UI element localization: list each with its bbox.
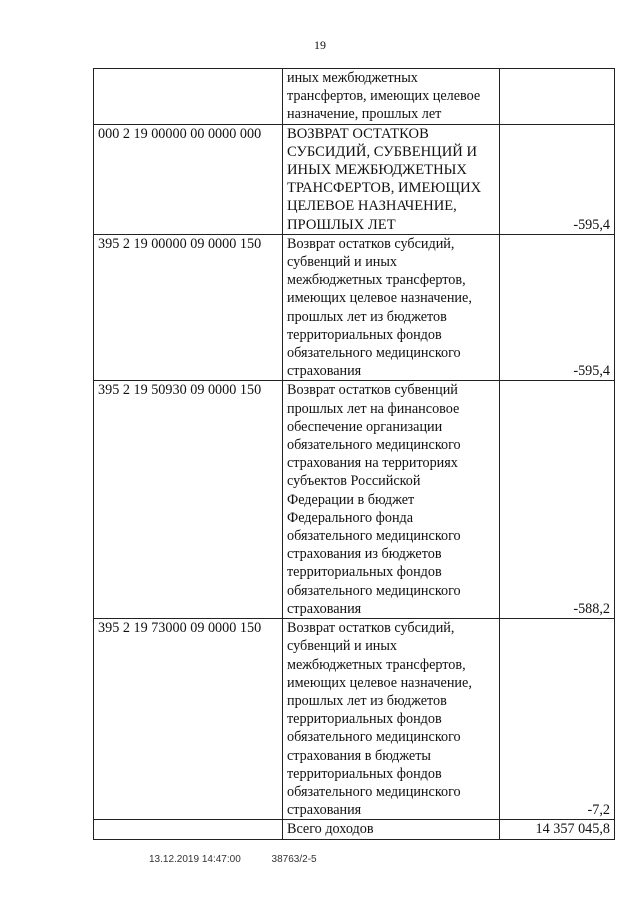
total-label-cell: Всего доходов — [282, 820, 499, 839]
document-footer — [149, 854, 345, 865]
document-id: 38763/2-5 — [271, 854, 317, 865]
total-row — [94, 820, 615, 839]
amount-cell: -7,2 — [499, 619, 614, 820]
table-row — [94, 619, 615, 820]
print-timestamp: 13.12.2019 14:47:00 — [149, 854, 241, 865]
total-amount-cell: 14 357 045,8 — [499, 820, 614, 839]
budget-code-cell: 395 2 19 73000 09 0000 150 — [94, 619, 283, 820]
amount-cell: -595,4 — [499, 124, 614, 234]
table-row — [94, 69, 615, 125]
table-row — [94, 381, 615, 619]
amount-cell: -588,2 — [499, 381, 614, 619]
budget-code-cell: 000 2 19 00000 00 0000 000 — [94, 124, 283, 234]
amount-cell: -595,4 — [499, 234, 614, 381]
budget-revenue-table — [93, 68, 615, 840]
revenue-name-cell: Возврат остатков субсидий, субвенций и иных межбюджетных трансфертов, имеющих целевое назначение, прошлых лет из бюджетов территориальных фондов обязательного медицинского страхования в бюджеты территориальных фондов обязательного медицинского страхования — [282, 619, 499, 820]
revenue-name-cell: Возврат остатков субсидий, субвенций и иных межбюджетных трансфертов, имеющих целевое назначение, прошлых лет из бюджетов территориальных фондов обязательного медицинского страхования — [282, 234, 499, 381]
table-row — [94, 124, 615, 234]
budget-code-cell — [94, 820, 283, 839]
amount-cell — [499, 69, 614, 125]
revenue-name-cell: иных межбюджетных трансфертов, имеющих целевое назначение, прошлых лет — [282, 69, 499, 125]
budget-code-cell: 395 2 19 00000 09 0000 150 — [94, 234, 283, 381]
table-row — [94, 234, 615, 381]
budget-code-cell: 395 2 19 50930 09 0000 150 — [94, 381, 283, 619]
revenue-name-cell: Возврат остатков субвенций прошлых лет на финансовое обеспечение организации обязательного медицинского страхования на территориях субъектов Российской Федерации в бюджет Федерального фонда обязательного медицинского страхования из бюджетов территориальных фондов обязательного медицинского страхования — [282, 381, 499, 619]
page-number: 19 — [314, 38, 326, 52]
revenue-name-cell: ВОЗВРАТ ОСТАТКОВ СУБСИДИЙ, СУБВЕНЦИЙ И ИНЫХ МЕЖБЮДЖЕТНЫХ ТРАНСФЕРТОВ, ИМЕЮЩИХ ЦЕЛЕВОЕ НАЗНАЧЕНИЕ, ПРОШЛЫХ ЛЕТ — [282, 124, 499, 234]
budget-code-cell — [94, 69, 283, 125]
